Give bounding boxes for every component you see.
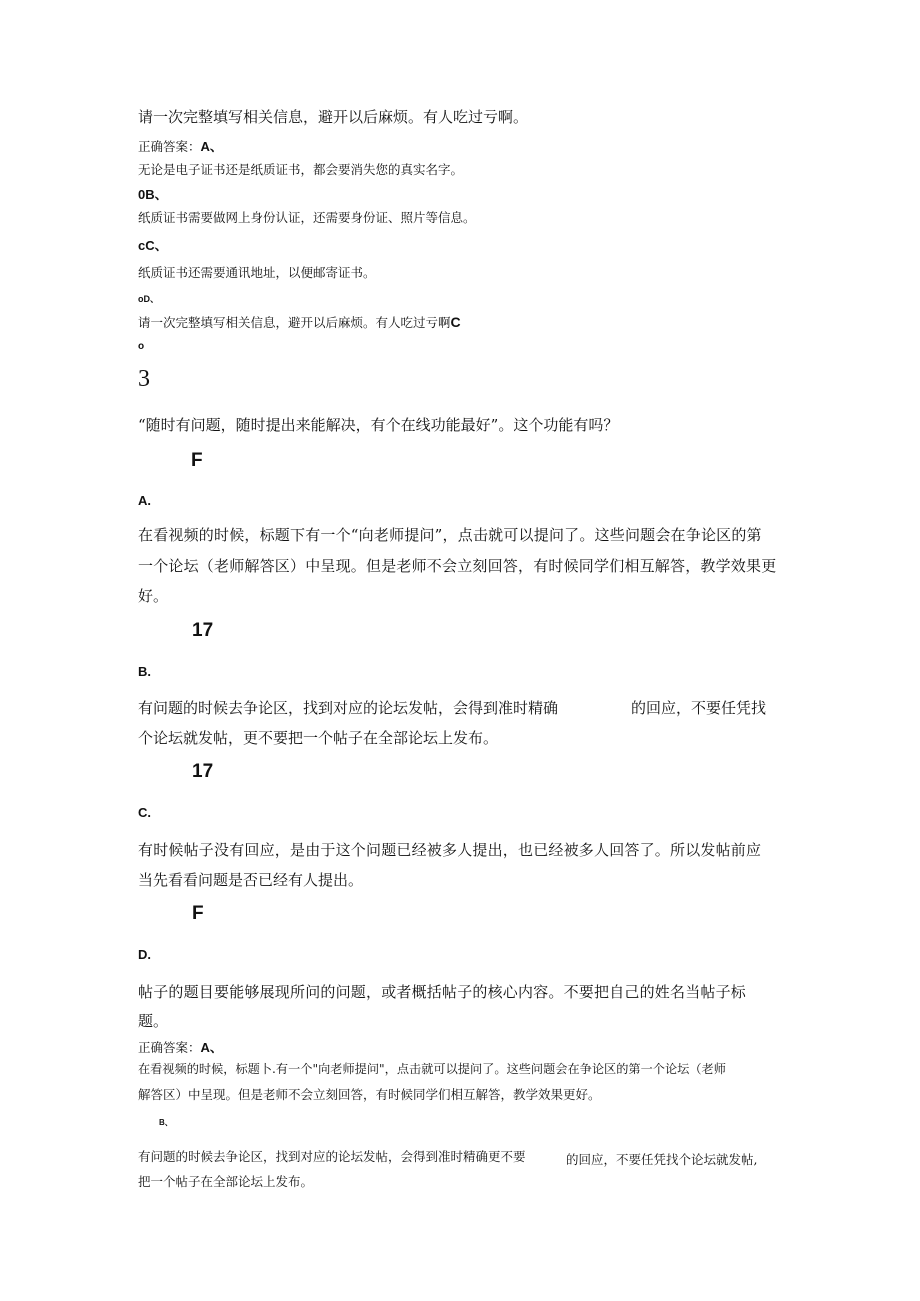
text-segment: 请一次完整填写相关信息，避开以后麻烦。有人吃过亏啊 xyxy=(138,315,451,330)
answer-letter: A、 xyxy=(200,139,223,154)
option-label: 0B、 xyxy=(138,187,168,202)
question-number: 3 xyxy=(138,366,150,392)
text-line: 纸质证书还需要通讯地址，以便邮寄证书。 xyxy=(138,265,376,280)
text-line xyxy=(138,313,461,331)
option-text-line: 在看视频的时候，标题下有一个“向老师提问”，点击就可以提问了。这些问题会在争论区的第 xyxy=(138,526,762,544)
text-segment-tail: C xyxy=(450,314,461,330)
option-text-line: 一个论坛（老师解答区）中呈现。但是老师不会立刻回答，有时候同学们相互解答，教学效果更 xyxy=(138,557,777,575)
option-label: cC、 xyxy=(138,238,168,253)
option-letter: C. xyxy=(138,805,151,820)
answer-label: 正确答案： xyxy=(138,139,201,154)
text-line: 纸质证书需要做网上身份认证，还需要身份证、照片等信息。 xyxy=(138,210,476,225)
option-mark: 17 xyxy=(192,620,214,641)
text-line: 请一次完整填写相关信息，避开以后麻烦。有人吃过亏啊。 xyxy=(138,108,529,126)
answer-line xyxy=(138,136,223,155)
option-letter: B. xyxy=(138,664,151,679)
option-letter: D. xyxy=(138,947,151,962)
text-line: 解答区）中呈现。但是老师不会立刻回答，有时候同学们相互解答，教学效果更好。 xyxy=(138,1087,601,1102)
question-text: “随时有问题，随时提出来能解决，有个在线功能最好”。这个功能有吗？ xyxy=(138,416,619,434)
option-mark: F xyxy=(192,903,204,924)
option-text-line: 的回应，不要任凭找 xyxy=(631,699,767,717)
stray-mark: o xyxy=(138,341,145,352)
option-label: oD、 xyxy=(138,294,159,304)
text-line: 无论是电子证书还是纸质证书，都会要消失您的真实名字。 xyxy=(138,162,464,177)
answer-line xyxy=(138,1037,223,1056)
answer-label: 正确答案： xyxy=(138,1040,201,1055)
option-text-line: 帖子的题目要能够展现所问的问题，或者概括帖子的核心内容。不要把自己的姓名当帖子标 xyxy=(138,983,747,1001)
option-text-line: 有问题的时候去争论区，找到对应的论坛发帖，会得到准时精确 xyxy=(138,699,559,717)
option-text-line: 当先看看问题是否已经有人提出。 xyxy=(138,871,364,889)
text-line: 的回应，不要任凭找个论坛就发帖, xyxy=(566,1152,758,1167)
text-line: 在看视频的时候，标题卜.有一个"向老师提问"，点击就可以提问了。这些问题会在争论区的第一个论坛（老师 xyxy=(138,1062,726,1076)
option-mark: F xyxy=(191,450,203,471)
option-text-line: 有时候帖子没有回应，是由于这个问题已经被多人提出，也已经被多人回答了。所以发帖前应 xyxy=(138,841,762,859)
text-line: 把一个帖子在全部论坛上发布。 xyxy=(138,1174,314,1189)
option-text-line: 题。 xyxy=(138,1012,169,1030)
option-letter: A. xyxy=(138,493,151,508)
option-label: B、 xyxy=(159,1118,173,1127)
text-line: 有问题的时候去争论区，找到对应的论坛发帖，会得到准时精确更不要 xyxy=(138,1149,526,1164)
answer-letter: A、 xyxy=(200,1040,223,1055)
option-text-line: 好。 xyxy=(138,587,169,605)
option-mark: 17 xyxy=(192,761,214,782)
option-text-line: 个论坛就发帖，更不要把一个帖子在全部论坛上发布。 xyxy=(138,729,499,747)
